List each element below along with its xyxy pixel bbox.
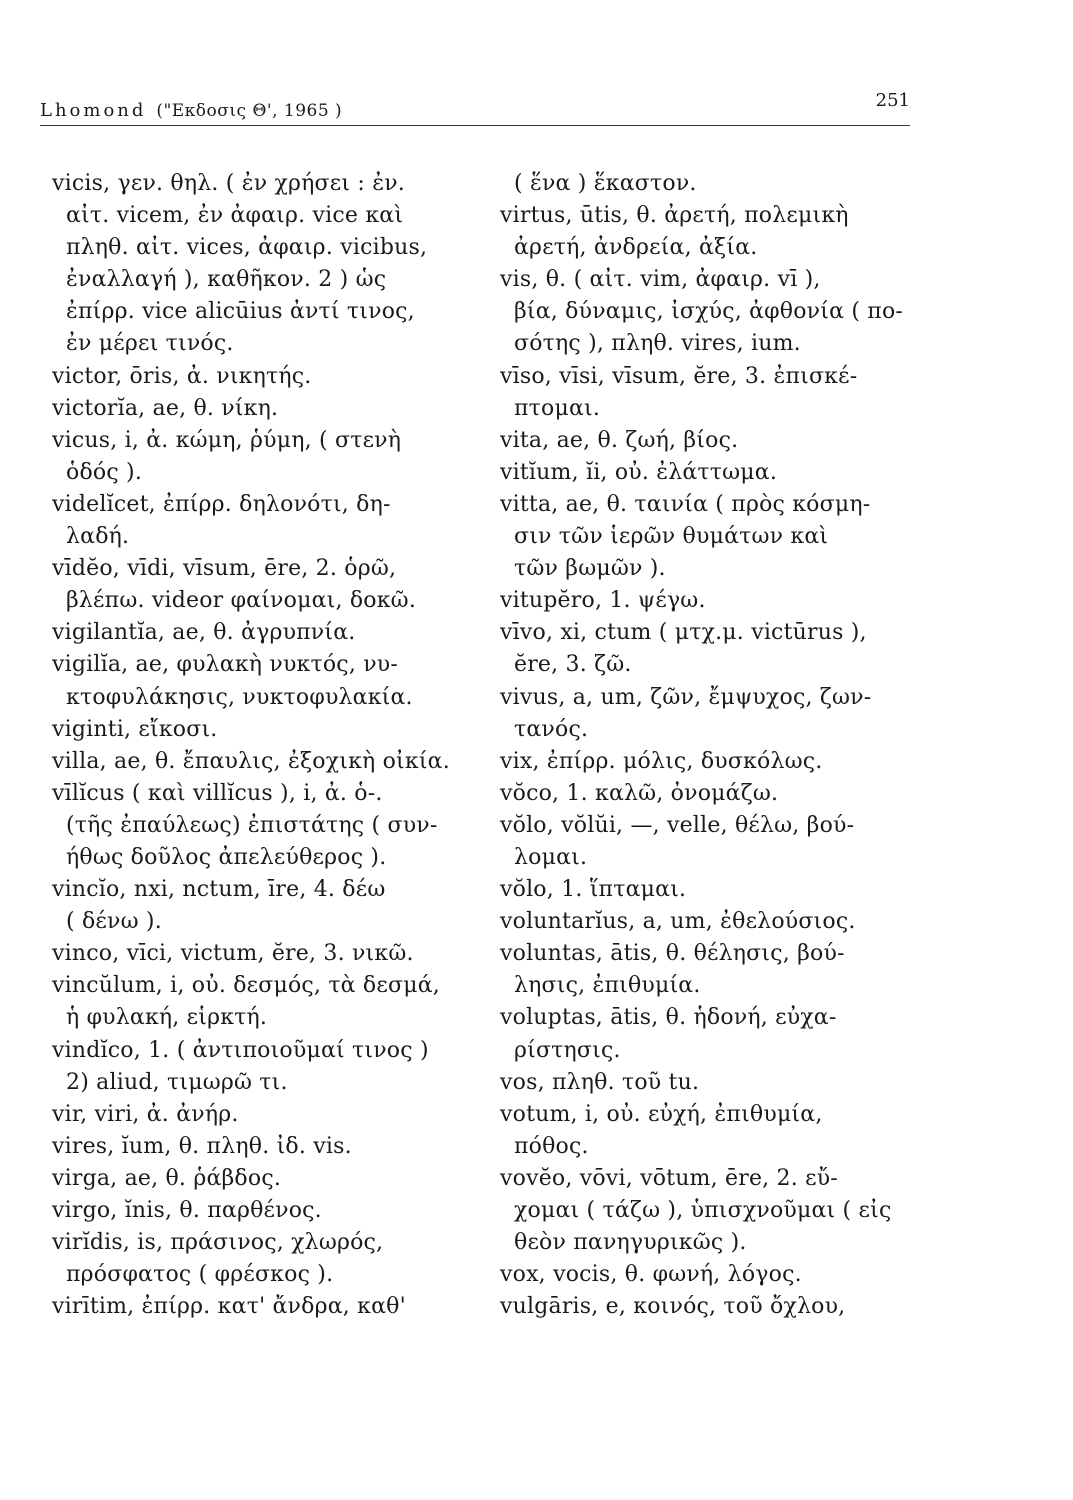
entry-line: viginti, εἴκοσι. [52,716,218,742]
entry-line: virĭdis, is, πράσινος, χλωρός, [52,1230,384,1256]
entry-line: ἐν μέρει τινός. [66,331,234,357]
entry-line: vires, ĭum, θ. πληθ. ἰδ. vis. [52,1133,352,1159]
entry-line: ήθως δοῦλος ἀπελεύθερος ). [66,844,387,870]
entry-line: ὁδός ). [66,459,143,485]
entry-line: vīvo, xi, ctum ( μτχ.μ. victūrus ), [500,620,867,646]
entry-line: votum, i, οὐ. εὐχή, ἐπιθυμία, [500,1101,823,1127]
entry-line: vŏlo, vŏlŭi, —, velle, θέλω, βού- [500,812,855,838]
header-edition: ("Εκδοσις Θ', 1965 ) [156,101,343,121]
entry-line: villa, ae, θ. ἔπαυλις, ἐξοχικὴ οἰκία. [52,748,450,774]
entry-line: ἡ φυλακή, εἱρκτή. [66,1005,268,1031]
entry-line: vir, viri, ἀ. ἀνήρ. [52,1101,239,1127]
running-head [40,100,342,121]
entry-line: ρίστησις. [514,1037,621,1063]
entry-line: vīdĕo, vīdi, vīsum, ēre, 2. ὁρῶ, [52,556,397,582]
entry-line: vincŭlum, i, οὐ. δεσμός, τὰ δεσμά, [52,973,440,999]
entry-line: vigilĭa, ae, φυλακὴ νυκτός, νυ- [52,652,398,678]
entry-line: vita, ae, θ. ζωή, βίος. [500,427,739,453]
entry-line: vicus, i, ἀ. κώμη, ῥύμη, ( στενὴ [52,427,402,453]
entry-line: virtus, ūtis, θ. ἀρετή, πολεμικὴ [500,203,849,229]
entry-line: ἐναλλαγή ), καθῆκον. 2 ) ὡς [66,267,387,293]
entry-line: victorĭa, ae, θ. νίκη. [52,395,279,421]
page-number: 251 [875,90,910,111]
entry-line: πρόσφατος ( φρέσκος ). [66,1262,334,1288]
left-column [52,168,492,1323]
entry-line: vos, πληθ. τοῦ tu. [500,1069,700,1095]
entry-line: πόθος. [514,1133,589,1159]
entry-line: πτομαι. [514,395,601,421]
entry-line: σότης ), πληθ. vires, ium. [514,331,801,357]
entry-line: vincĭo, nxi, nctum, īre, 4. δέω [52,877,386,903]
entry-line: victor, ōris, ἀ. νικητής. [52,363,312,389]
entry-line: λαδή. [66,524,130,550]
entry-line: vŏlo, 1. ἵπταμαι. [500,877,687,903]
entry-line: ( δένω ). [66,909,162,935]
entry-line: voluntarĭus, a, um, ἐθελούσιος. [500,909,856,935]
entry-line: σιν τῶν ἱερῶν θυμάτων καὶ [514,524,829,550]
entry-line: 2) aliud, τιμωρῶ τι. [66,1069,288,1095]
entry-line: vīlĭcus ( καὶ villĭcus ), i, ἀ. ὁ-. [52,780,383,806]
entry-line: vigilantĭa, ae, θ. ἀγρυπνία. [52,620,356,646]
entry-line: πληθ. αἰτ. vices, ἀφαιρ. vicibus, [66,235,428,261]
entry-line: virga, ae, θ. ῥάβδος. [52,1165,282,1191]
header-author: Lhomond [40,100,147,121]
entry-line: αἰτ. vicem, ἐν ἀφαιρ. vice καὶ [66,203,404,229]
entry-line: voluntas, ātis, θ. θέλησις, βού- [500,941,845,967]
entry-line: ἐπίρρ. vice alicūius ἀντί τινος, [66,299,415,325]
page-header [40,90,910,124]
entry-line: vitĭum, ĭi, οὐ. ἐλάττωμα. [500,459,778,485]
entry-line: virītim, ἐπίρρ. κατ' ἄνδρα, καθ' [52,1294,406,1320]
entry-line: (τῆς ἐπαύλεως) ἐπιστάτης ( συν- [66,812,438,838]
entry-line: βλέπω. videor φαίνομαι, δοκῶ. [66,588,417,614]
entry-line: vis, θ. ( αἰτ. vim, ἀφαιρ. vī ), [500,267,821,293]
entry-line: vovĕo, vōvi, vōtum, ēre, 2. εὔ- [500,1165,838,1191]
entry-line: vox, vocis, θ. φωνή, λόγος. [500,1262,802,1288]
entry-line: κτοφυλάκησις, νυκτοφυλακία. [66,684,413,710]
entry-line: virgo, ĭnis, θ. παρθένος. [52,1198,322,1223]
entry-line: λησις, ἐπιθυμία. [514,973,701,999]
entry-line: voluptas, ātis, θ. ἡδονή, εὐχα- [500,1005,837,1031]
entry-line: vivus, a, um, ζῶν, ἔμψυχος, ζων- [500,684,872,710]
right-column [500,168,940,1323]
entry-line: videlĭcet, ἐπίρρ. δηλονότι, δη- [52,491,391,517]
entry-line: vindĭco, 1. ( ἀντιποιοῦμαί τινος ) [52,1037,429,1063]
entry-line: ĕre, 3. ζῶ. [514,652,632,678]
entry-line: ἀρετή, ἀνδρεία, ἀξία. [514,235,758,261]
entry-line: vīso, vīsi, vīsum, ĕre, 3. ἐπισκέ- [500,363,858,389]
entry-line: τανός. [514,716,589,742]
entry-line: vulgāris, e, κοινός, τοῦ ὄχλου, [500,1294,846,1320]
entry-line: λομαι. [514,844,588,870]
entry-line: τῶν βωμῶν ). [514,556,666,582]
entry-line: vitupĕro, 1. ψέγω. [500,588,706,614]
entry-line: βία, δύναμις, ἰσχύς, ἀφθονία ( πο- [514,299,904,325]
entry-line: ( ἕνα ) ἕκαστον. [514,171,697,196]
entry-line: vŏco, 1. καλῶ, ὀνομάζω. [500,780,779,806]
entry-line: χομαι ( τάζω ), ὑπισχνοῦμαι ( εἰς [514,1198,892,1223]
header-rule [40,125,910,126]
entry-line: θεὸν πανηγυρικῶς ). [514,1230,747,1256]
entry-line: vix, ἐπίρρ. μόλις, δυσκόλως. [500,748,823,774]
entry-line: vicis, γεν. θηλ. ( ἐν χρήσει : ἐν. [52,171,405,196]
entry-line: vitta, ae, θ. ταινία ( πρὸς κόσμη- [500,491,871,517]
entry-line: vinco, vīci, victum, ĕre, 3. νικῶ. [52,941,414,967]
